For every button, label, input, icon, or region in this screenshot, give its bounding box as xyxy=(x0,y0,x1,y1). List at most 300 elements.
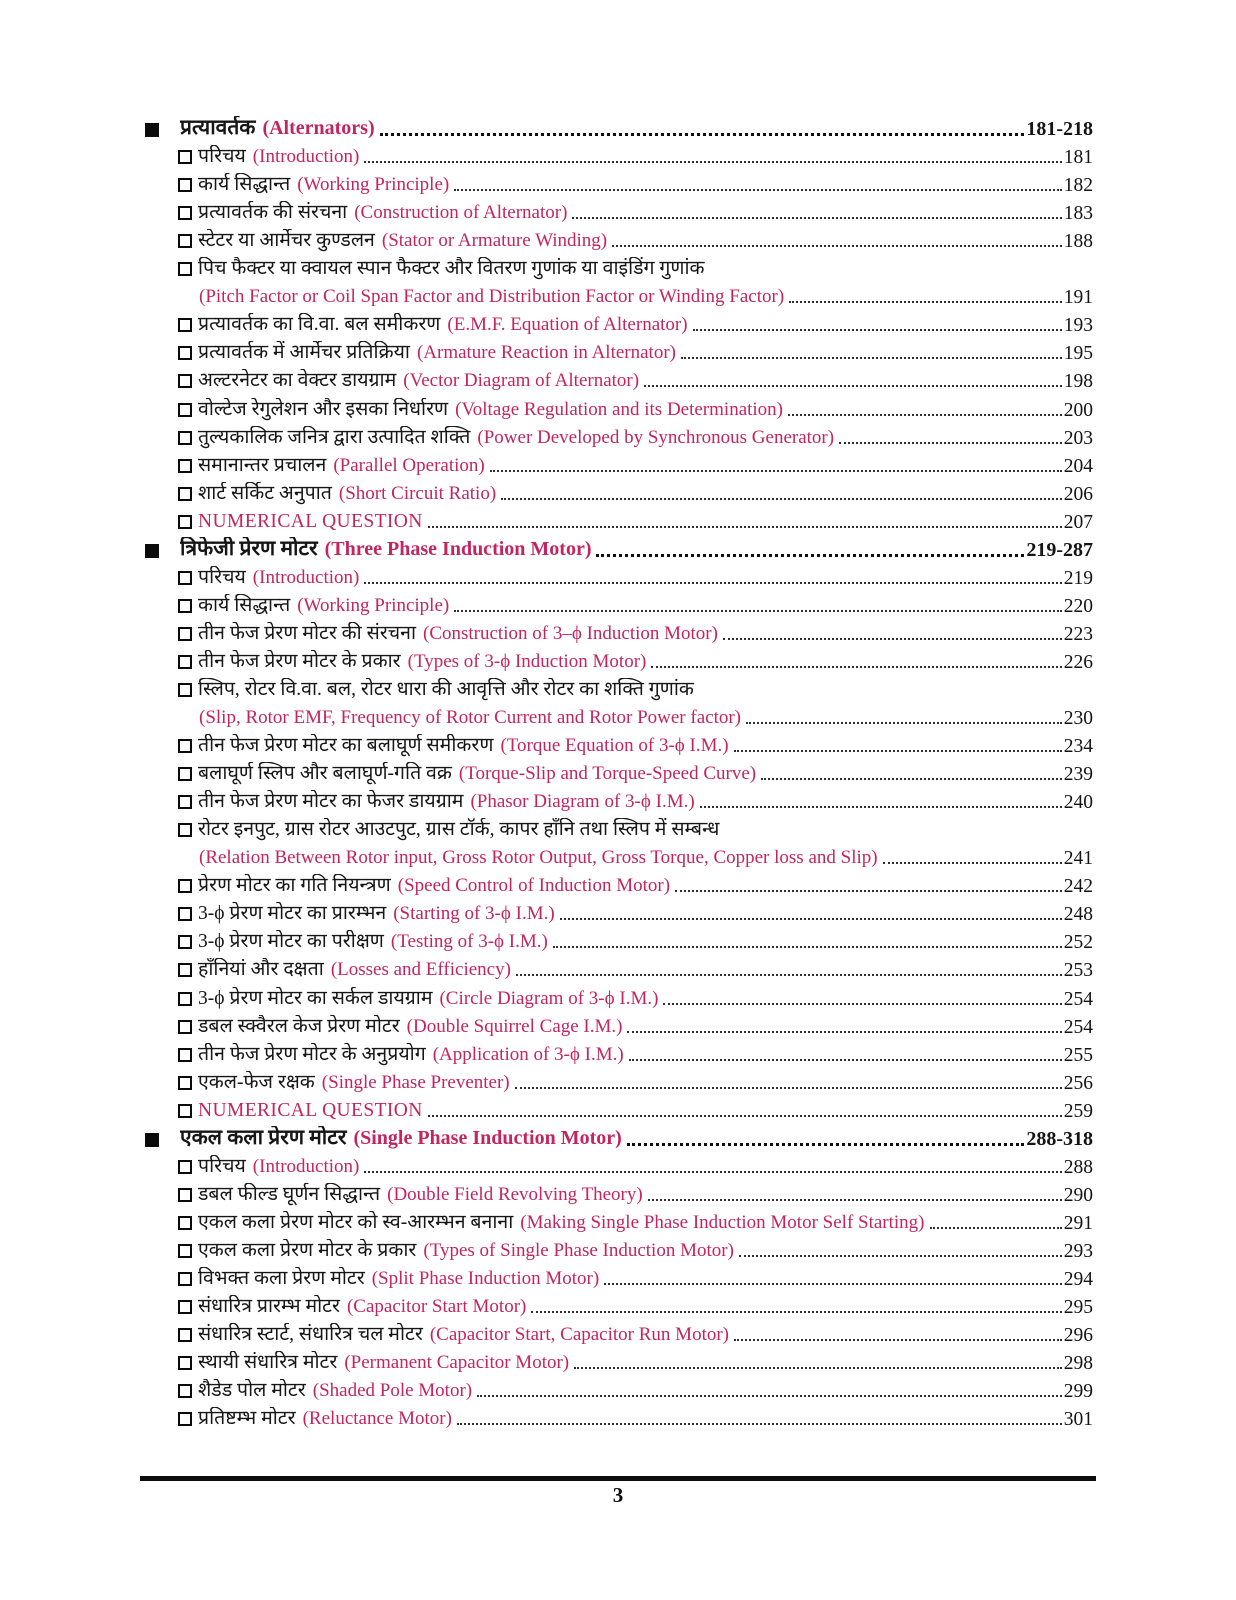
item-page-number: 239 xyxy=(1063,764,1093,786)
item-text-hindi: प्रत्यावर्तक का वि.वा. बल समीकरण xyxy=(198,314,441,336)
toc-item xyxy=(145,814,1093,842)
item-page-number: 298 xyxy=(1063,1353,1093,1375)
item-text-english: (Pitch Factor or Coil Span Factor and Distribution Factor or Winding Factor) xyxy=(199,286,785,308)
toc-section xyxy=(145,534,1093,1123)
item-page-number: 301 xyxy=(1063,1409,1093,1431)
section-title-hindi: त्रिफेजी प्रेरण मोटर xyxy=(180,536,318,560)
page-number: 3 xyxy=(612,1483,624,1507)
item-text-hindi: बलाघूर्ण स्लिप और बलाघूर्ण-गति वक्र xyxy=(198,763,452,785)
item-text-hindi: स्टेटर या आर्मेचर कुण्डलन xyxy=(198,230,375,252)
item-page-number: 226 xyxy=(1063,651,1093,673)
item-text-english: (Types of Single Phase Induction Motor) xyxy=(423,1239,734,1261)
item-page-number: 296 xyxy=(1063,1325,1093,1347)
item-text-english: (Circle Diagram of 3-ϕ I.M.) xyxy=(439,987,659,1009)
item-text-english: (Torque Equation of 3-ϕ I.M.) xyxy=(500,735,729,757)
item-text xyxy=(198,566,359,590)
toc-item xyxy=(145,1235,1093,1263)
item-text-english: (Relation Between Rotor input, Gross Rotor Output, Gross Torque, Copper loss and Slip) xyxy=(199,847,878,869)
item-bullet-icon xyxy=(178,206,192,220)
item-text-hindi: तीन फेज प्रेरण मोटर का बलाघूर्ण समीकरण xyxy=(198,735,494,757)
toc-item xyxy=(145,1011,1093,1039)
dotted-leader xyxy=(428,1115,1062,1117)
item-text-hindi: 3-ϕ प्रेरण मोटर का प्रारम्भन xyxy=(198,903,387,925)
item-bullet-icon xyxy=(178,262,192,276)
toc-item xyxy=(145,1263,1093,1291)
item-bullet-icon xyxy=(178,431,192,445)
dotted-leader xyxy=(477,1395,1062,1397)
item-text xyxy=(198,1183,643,1207)
item-text-hindi: तीन फेज प्रेरण मोटर के प्रकार xyxy=(198,650,401,672)
item-page-number: 240 xyxy=(1063,792,1093,814)
dotted-leader xyxy=(789,301,1062,303)
item-text-english: (Double Field Revolving Theory) xyxy=(387,1183,643,1205)
item-text-hindi: अल्टरनेटर का वेक्टर डायग्राम xyxy=(198,370,397,392)
dotted-leader xyxy=(700,806,1062,808)
item-text xyxy=(198,369,639,393)
toc-item xyxy=(145,1067,1093,1095)
item-bullet-icon xyxy=(178,150,192,164)
item-page-number: 230 xyxy=(1063,708,1093,730)
item-bullet-icon xyxy=(178,459,192,473)
item-bullet-icon xyxy=(178,1412,192,1426)
toc-item xyxy=(145,926,1093,954)
toc-item xyxy=(145,786,1093,814)
item-text xyxy=(198,1099,423,1123)
dotted-leader xyxy=(454,189,1062,191)
item-page-number: 191 xyxy=(1063,287,1093,309)
item-text-english: NUMERICAL QUESTION xyxy=(198,510,423,532)
toc-section-heading xyxy=(145,1123,1093,1151)
item-text xyxy=(198,650,646,674)
chapter-bullet-icon xyxy=(145,1133,159,1147)
item-text xyxy=(198,1239,734,1263)
item-text xyxy=(198,1267,599,1291)
item-text xyxy=(198,930,548,954)
item-text-english: (Starting of 3-ϕ I.M.) xyxy=(393,903,555,925)
item-bullet-icon xyxy=(178,234,192,248)
item-text xyxy=(198,145,359,169)
item-page-number: 203 xyxy=(1063,427,1093,449)
toc-item xyxy=(145,646,1093,674)
dotted-leader xyxy=(629,1059,1062,1061)
item-bullet-icon xyxy=(178,1048,192,1062)
item-text xyxy=(198,678,701,702)
item-text-english: (Making Single Phase Induction Motor Self Starting) xyxy=(520,1211,925,1233)
item-text xyxy=(199,285,784,309)
dotted-leader xyxy=(490,470,1062,472)
toc-item xyxy=(145,1179,1093,1207)
item-bullet-icon xyxy=(178,879,192,893)
item-bullet-icon xyxy=(178,1188,192,1202)
item-text xyxy=(198,902,555,926)
dotted-leader xyxy=(531,1311,1061,1313)
item-text-english: (Construction of 3–ϕ Induction Motor) xyxy=(423,622,718,644)
toc-item xyxy=(145,393,1093,421)
item-text-hindi: स्थायी संधारित्र मोटर xyxy=(198,1352,338,1374)
item-bullet-icon xyxy=(178,767,192,781)
item-text-hindi: 3-ϕ प्रेरण मोटर का सर्कल डायग्राम xyxy=(198,987,433,1009)
item-page-number: 242 xyxy=(1063,876,1093,898)
dotted-leader xyxy=(428,526,1062,528)
dotted-leader xyxy=(651,666,1061,668)
toc-item xyxy=(145,422,1093,450)
dotted-leader xyxy=(734,750,1062,752)
dotted-leader xyxy=(501,498,1062,500)
toc-item xyxy=(145,1375,1093,1403)
item-bullet-icon xyxy=(178,1216,192,1230)
item-text-english: (Parallel Operation) xyxy=(333,454,485,476)
section-title-hindi: प्रत्यावर्तक xyxy=(180,116,256,140)
section-title-english: (Single Phase Induction Motor) xyxy=(353,1126,622,1149)
toc-item xyxy=(145,1207,1093,1235)
item-bullet-icon xyxy=(178,627,192,641)
item-bullet-icon xyxy=(178,403,192,417)
item-text xyxy=(198,510,423,534)
dotted-leader xyxy=(560,918,1062,920)
item-bullet-icon xyxy=(178,1104,192,1118)
toc-section xyxy=(145,1123,1093,1432)
item-page-number: 299 xyxy=(1063,1381,1093,1403)
item-text xyxy=(198,1211,925,1235)
toc-item xyxy=(145,506,1093,534)
item-bullet-icon xyxy=(178,795,192,809)
item-page-number: 206 xyxy=(1063,483,1093,505)
item-text xyxy=(198,1015,622,1039)
dotted-leader xyxy=(883,862,1062,864)
item-text-english: (Permanent Capacitor Motor) xyxy=(344,1352,570,1374)
item-text xyxy=(198,958,511,982)
item-page-number: 254 xyxy=(1063,988,1093,1010)
toc-item xyxy=(145,309,1093,337)
toc-item xyxy=(145,590,1093,618)
toc-item xyxy=(145,730,1093,758)
item-text xyxy=(198,987,658,1011)
item-text-english: (Slip, Rotor EMF, Frequency of Rotor Current and Rotor Power factor) xyxy=(199,707,742,729)
item-bullet-icon xyxy=(178,823,192,837)
dotted-leader xyxy=(839,442,1062,444)
item-page-number: 259 xyxy=(1063,1100,1093,1122)
toc-item-continuation xyxy=(145,702,1093,730)
item-bullet-icon xyxy=(178,1244,192,1258)
item-text-hindi: प्रत्यावर्तक की संरचना xyxy=(198,202,348,224)
item-text-english: (Introduction) xyxy=(252,1155,360,1177)
section-page-range: 181-218 xyxy=(1026,118,1093,141)
toc-item xyxy=(145,197,1093,225)
item-page-number: 294 xyxy=(1063,1268,1093,1290)
item-text-english: (Construction of Alternator) xyxy=(354,202,568,224)
toc-item xyxy=(145,954,1093,982)
item-text-english: (Stator or Armature Winding) xyxy=(381,230,608,252)
item-bullet-icon xyxy=(178,1076,192,1090)
item-bullet-icon xyxy=(178,1020,192,1034)
item-text-hindi: परिचय xyxy=(198,566,246,588)
item-text-english: (Types of 3-ϕ Induction Motor) xyxy=(407,650,647,672)
section-page-range: 288-318 xyxy=(1026,1127,1093,1150)
toc-item xyxy=(145,478,1093,506)
item-text-hindi: तीन फेज प्रेरण मोटर की संरचना xyxy=(198,622,416,644)
item-text-hindi: स्लिप, रोटर वि.वा. बल, रोटर धारा की आवृत्ति और रोटर का शक्ति गुणांक xyxy=(198,678,694,700)
item-bullet-icon xyxy=(178,935,192,949)
item-page-number: 219 xyxy=(1063,567,1093,589)
item-bullet-icon xyxy=(178,487,192,501)
item-text xyxy=(198,1379,472,1403)
item-text-english: (Phasor Diagram of 3-ϕ I.M.) xyxy=(470,791,695,813)
item-text xyxy=(198,1323,729,1347)
toc-item xyxy=(145,1039,1093,1067)
item-text xyxy=(198,818,726,842)
item-text-hindi: कार्य सिद्धान्त xyxy=(198,174,291,196)
item-text xyxy=(198,734,729,758)
dotted-leader xyxy=(761,778,1062,780)
item-page-number: 234 xyxy=(1063,736,1093,758)
section-page-range: 219-287 xyxy=(1026,538,1093,561)
dotted-leader xyxy=(648,1199,1062,1201)
dotted-leader xyxy=(644,385,1062,387)
item-text xyxy=(198,622,718,646)
item-bullet-icon xyxy=(178,1160,192,1174)
dotted-leader xyxy=(612,245,1062,247)
toc-item xyxy=(145,758,1093,786)
item-page-number: 252 xyxy=(1063,932,1093,954)
item-text xyxy=(198,1155,359,1179)
item-bullet-icon xyxy=(178,1328,192,1342)
item-text-hindi: संधारित्र प्रारम्भ मोटर xyxy=(198,1296,340,1318)
toc-item xyxy=(145,982,1093,1010)
item-text-hindi: परिचय xyxy=(198,1155,246,1177)
dotted-leader xyxy=(516,974,1062,976)
item-text xyxy=(198,454,485,478)
toc-item xyxy=(145,870,1093,898)
item-text xyxy=(198,257,712,281)
toc-item xyxy=(145,169,1093,197)
item-page-number: 220 xyxy=(1063,595,1093,617)
item-page-number: 293 xyxy=(1063,1240,1093,1262)
dotted-leader xyxy=(454,610,1062,612)
footer-rule xyxy=(140,1476,1096,1481)
item-text-hindi: समानान्तर प्रचालन xyxy=(198,454,327,476)
item-text-english: (Split Phase Induction Motor) xyxy=(371,1267,600,1289)
item-text-hindi: एकल-फेज रक्षक xyxy=(198,1071,315,1093)
item-bullet-icon xyxy=(178,374,192,388)
item-text-hindi: कार्य सिद्धान्त xyxy=(198,594,291,616)
dotted-leader xyxy=(788,414,1062,416)
item-page-number: 288 xyxy=(1063,1156,1093,1178)
toc-item-continuation xyxy=(145,842,1093,870)
toc-item xyxy=(145,1291,1093,1319)
item-text xyxy=(198,1295,526,1319)
dotted-leader xyxy=(364,1171,1061,1173)
dotted-leader xyxy=(574,1367,1062,1369)
item-page-number: 195 xyxy=(1063,343,1093,365)
item-text-hindi: 3-ϕ प्रेरण मोटर का परीक्षण xyxy=(198,931,384,953)
item-bullet-icon xyxy=(178,992,192,1006)
dotted-leader xyxy=(739,1255,1062,1257)
dotted-leader xyxy=(553,946,1062,948)
toc-item xyxy=(145,365,1093,393)
toc-item xyxy=(145,337,1093,365)
item-page-number: 253 xyxy=(1063,960,1093,982)
item-text-english: (Introduction) xyxy=(252,566,360,588)
item-text xyxy=(198,426,834,450)
item-text-hindi: पिच फैक्टर या क्वायल स्पान फैक्टर और वितरण गुणांक या वाइंडिंग गुणांक xyxy=(198,258,705,280)
item-page-number: 182 xyxy=(1063,175,1093,197)
toc-item xyxy=(145,1151,1093,1179)
section-title-english: (Three Phase Induction Motor) xyxy=(324,537,592,560)
item-text xyxy=(199,706,741,730)
item-bullet-icon xyxy=(178,1356,192,1370)
toc-section-title xyxy=(180,1126,622,1151)
item-text-hindi: तुल्यकालिक जनित्र द्वारा उत्पादित शक्ति xyxy=(198,426,471,448)
item-text xyxy=(198,482,496,506)
item-text-english: (Speed Control of Induction Motor) xyxy=(397,875,671,897)
item-text-english: (Shaded Pole Motor) xyxy=(312,1380,473,1402)
item-page-number: 241 xyxy=(1063,848,1093,870)
toc-item xyxy=(145,225,1093,253)
item-text-hindi: विभक्त कला प्रेरण मोटर xyxy=(198,1267,365,1289)
item-text-hindi: शार्ट सर्किट अनुपात xyxy=(198,482,332,504)
dotted-leader xyxy=(596,554,1024,557)
item-text xyxy=(198,1351,569,1375)
item-bullet-icon xyxy=(178,739,192,753)
dotted-leader xyxy=(515,1087,1062,1089)
item-text-english: (Vector Diagram of Alternator) xyxy=(403,370,640,392)
item-page-number: 207 xyxy=(1063,511,1093,533)
item-text-english: (Capacitor Start Motor) xyxy=(346,1296,527,1318)
dotted-leader xyxy=(380,133,1025,136)
item-text-hindi: परिचय xyxy=(198,146,246,168)
item-text-english: (Power Developed by Synchronous Generator) xyxy=(477,426,835,448)
item-page-number: 255 xyxy=(1063,1044,1093,1066)
item-page-number: 200 xyxy=(1063,399,1093,421)
item-text-hindi: प्रतिष्टम्भ मोटर xyxy=(198,1408,296,1430)
item-page-number: 193 xyxy=(1063,315,1093,337)
item-text xyxy=(198,1407,452,1431)
item-text xyxy=(198,341,676,365)
item-page-number: 223 xyxy=(1063,623,1093,645)
item-bullet-icon xyxy=(178,178,192,192)
dotted-leader xyxy=(675,890,1062,892)
item-page-number: 204 xyxy=(1063,455,1093,477)
item-bullet-icon xyxy=(178,655,192,669)
item-text xyxy=(198,790,695,814)
item-text xyxy=(198,762,756,786)
item-bullet-icon xyxy=(178,1272,192,1286)
item-text-english: (Working Principle) xyxy=(297,174,450,196)
item-text-hindi: रोटर इनपुट, ग्रास रोटर आउटपुट, ग्रास टॉर्क, कापर हाँनि तथा स्लिप में सम्बन्ध xyxy=(198,819,720,841)
item-text-hindi: डबल फील्ड घूर्णन सिद्धान्त xyxy=(198,1183,381,1205)
table-of-contents xyxy=(145,113,1093,1431)
item-text-english: (Working Principle) xyxy=(297,594,450,616)
item-page-number: 291 xyxy=(1063,1212,1093,1234)
item-page-number: 254 xyxy=(1063,1016,1093,1038)
dotted-leader xyxy=(746,722,1062,724)
item-text-hindi: संधारित्र स्टार्ट, संधारित्र चल मोटर xyxy=(198,1324,423,1346)
toc-item xyxy=(145,1319,1093,1347)
toc-section xyxy=(145,113,1093,534)
dotted-leader xyxy=(723,638,1062,640)
item-bullet-icon xyxy=(178,907,192,921)
item-text-english: (Double Squirrel Cage I.M.) xyxy=(406,1015,623,1037)
dotted-leader xyxy=(457,1423,1062,1425)
toc-item xyxy=(145,674,1093,702)
item-text-english: (Application of 3-ϕ I.M.) xyxy=(432,1043,624,1065)
item-text-english: (Armature Reaction in Alternator) xyxy=(416,342,676,364)
item-page-number: 290 xyxy=(1063,1184,1093,1206)
toc-section-heading xyxy=(145,534,1093,562)
item-text-hindi: वोल्टेज रेगुलेशन और इसका निर्धारण xyxy=(198,398,449,420)
dotted-leader xyxy=(663,1003,1061,1005)
item-text-hindi: तीन फेज प्रेरण मोटर के अनुप्रयोग xyxy=(198,1043,426,1065)
item-text-english: NUMERICAL QUESTION xyxy=(198,1099,423,1121)
item-text-english: (Voltage Regulation and its Determination) xyxy=(455,398,784,420)
item-text-english: (Single Phase Preventer) xyxy=(321,1071,510,1093)
toc-item xyxy=(145,618,1093,646)
item-page-number: 198 xyxy=(1063,371,1093,393)
toc-section-heading xyxy=(145,113,1093,141)
dotted-leader xyxy=(364,582,1061,584)
item-text-english: (Torque-Slip and Torque-Speed Curve) xyxy=(458,763,757,785)
toc-item xyxy=(145,253,1093,281)
item-bullet-icon xyxy=(178,683,192,697)
item-text xyxy=(198,1043,624,1067)
toc-section-title xyxy=(180,537,591,562)
section-title-hindi: एकल कला प्रेरण मोटर xyxy=(180,1125,347,1149)
item-text-english: (Short Circuit Ratio) xyxy=(338,482,497,504)
item-text xyxy=(198,201,567,225)
toc-item xyxy=(145,898,1093,926)
item-page-number: 256 xyxy=(1063,1072,1093,1094)
dotted-leader xyxy=(734,1339,1062,1341)
item-text-english: (Testing of 3-ϕ I.M.) xyxy=(390,931,548,953)
dotted-leader xyxy=(693,329,1062,331)
item-text-hindi: डबल स्क्वैरल केज प्रेरण मोटर xyxy=(198,1015,400,1037)
item-text-english: (Introduction) xyxy=(252,146,360,168)
item-text-hindi: तीन फेज प्रेरण मोटर का फेजर डायग्राम xyxy=(198,791,464,813)
item-text xyxy=(199,846,878,870)
chapter-bullet-icon xyxy=(145,123,159,137)
item-text-english: (Losses and Efficiency) xyxy=(330,959,511,981)
item-bullet-icon xyxy=(178,571,192,585)
item-text xyxy=(198,313,688,337)
item-text-hindi: एकल कला प्रेरण मोटर को स्व-आरम्भन बनाना xyxy=(198,1211,514,1233)
item-bullet-icon xyxy=(178,318,192,332)
item-text xyxy=(198,594,449,618)
item-text-english: (Capacitor Start, Capacitor Run Motor) xyxy=(429,1324,730,1346)
dotted-leader xyxy=(681,357,1062,359)
item-text-hindi: शैडेड पोल मोटर xyxy=(198,1380,306,1402)
item-text-hindi: प्रत्यावर्तक में आर्मेचर प्रतिक्रिया xyxy=(198,342,410,364)
dotted-leader xyxy=(627,1031,1061,1033)
item-text xyxy=(198,398,783,422)
item-bullet-icon xyxy=(178,1300,192,1314)
toc-item-continuation xyxy=(145,281,1093,309)
dotted-leader xyxy=(930,1227,1062,1229)
item-text xyxy=(198,874,670,898)
dotted-leader xyxy=(364,161,1061,163)
toc-item xyxy=(145,450,1093,478)
toc-item xyxy=(145,1403,1093,1431)
toc-item xyxy=(145,1095,1093,1123)
item-page-number: 295 xyxy=(1063,1297,1093,1319)
item-bullet-icon xyxy=(178,1384,192,1398)
item-text-hindi: हाँनियां और दक्षता xyxy=(198,959,324,981)
item-page-number: 183 xyxy=(1063,203,1093,225)
chapter-bullet-icon xyxy=(145,544,159,558)
toc-section-title xyxy=(180,116,375,141)
item-page-number: 188 xyxy=(1063,231,1093,253)
section-title-english: (Alternators) xyxy=(262,117,375,140)
toc-item xyxy=(145,562,1093,590)
